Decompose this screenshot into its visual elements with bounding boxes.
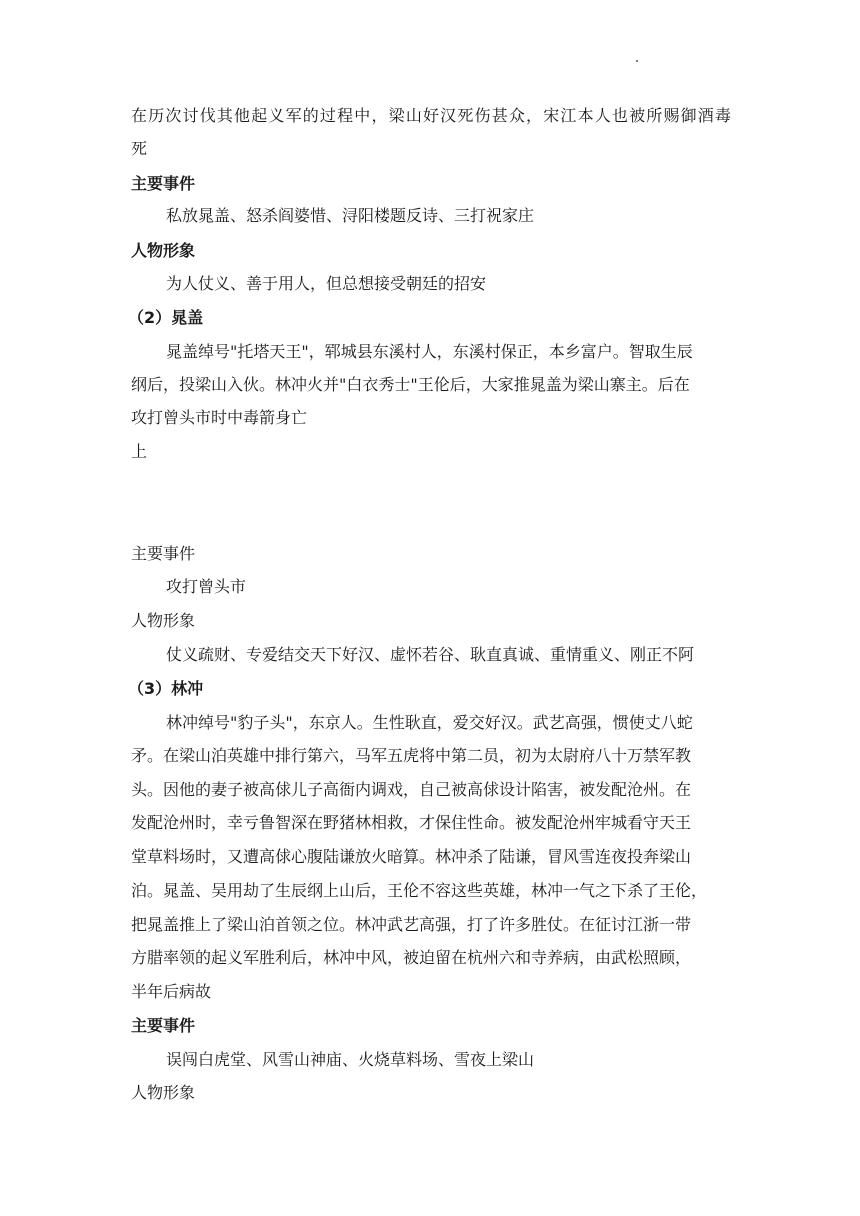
paragraph-line: 纲后，投梁山入伙。林冲火并"白衣秀士"王伦后，大家推晁盖为梁山寨主。后在 [131,375,690,394]
section-heading-character-image: 人物形象 [131,611,196,630]
subsection-heading-linchong: （3）林冲 [128,679,204,698]
paragraph-line: 矛。在梁山泊英雄中排行第六，马军五虎将中第二员，初为太尉府八十万禁军教 [131,746,692,765]
section-heading-character-image: 人物形象 [131,1083,196,1102]
page-dot-mark [636,60,638,62]
paragraph-line: 林冲绰号"豹子头"，东京人。生性耿直，爱交好汉。武艺高强，惯使丈八蛇 [166,713,693,732]
paragraph-line: 半年后病故 [131,982,212,1001]
paragraph-line: 泊。晁盖、吴用劫了生辰纲上山后，王伦不容这些英雄，林冲一气之下杀了王伦， [131,881,708,900]
main-events-text: 误闯白虎堂、风雪山神庙、火烧草料场、雪夜上梁山 [166,1050,535,1069]
section-heading-main-events: 主要事件 [131,174,196,193]
paragraph-line: 晁盖绰号"托塔天王"，郓城县东溪村人，东溪村保正，本乡富户。智取生辰 [166,342,693,361]
subsection-heading-chaogai: （2）晁盖 [128,308,204,327]
paragraph-line: 在历次讨伐其他起义军的过程中，梁山好汉死伤甚众，宋江本人也被所赐御酒毒 [131,106,731,125]
paragraph-line: 头。因他的妻子被高俅儿子高衙内调戏，自己被高俅设计陷害，被发配沧州。在 [131,780,692,799]
paragraph-line: 堂草料场时，又遭高俅心腹陆谦放火暗算。林冲杀了陆谦，冒风雪连夜投奔梁山 [131,847,692,866]
character-image-text: 为人仗义、善于用人，但总想接受朝廷的招安 [166,274,487,293]
paragraph-line: 攻打曾头市时中毒箭身亡 [131,408,308,427]
character-image-text: 仗义疏财、专爱结交天下好汉、虚怀若谷、耿直真诚、重情重义、刚正不阿 [166,645,695,664]
section-heading-main-events: 主要事件 [131,544,196,563]
main-events-text: 攻打曾头市 [166,577,247,596]
paragraph-line: 把晁盖推上了梁山泊首领之位。林冲武艺高强，打了许多胜仗。在征讨江浙一带 [131,915,692,934]
main-events-text: 私放晁盖、怒杀阎婆惜、浔阳楼题反诗、三打祝家庄 [166,206,535,225]
paragraph-line: 方腊率领的起义军胜利后，林冲中风，被迫留在杭州六和寺养病，由武松照顾， [131,948,692,967]
paragraph-line: 发配沧州时，幸亏鲁智深在野猪林相救，才保住性命。被发配沧州牢城看守天王 [131,813,692,832]
section-heading-main-events: 主要事件 [131,1016,196,1035]
section-heading-character-image: 人物形象 [131,241,196,260]
paragraph-line: 死 [131,139,148,158]
paragraph-line: 上 [131,442,148,461]
